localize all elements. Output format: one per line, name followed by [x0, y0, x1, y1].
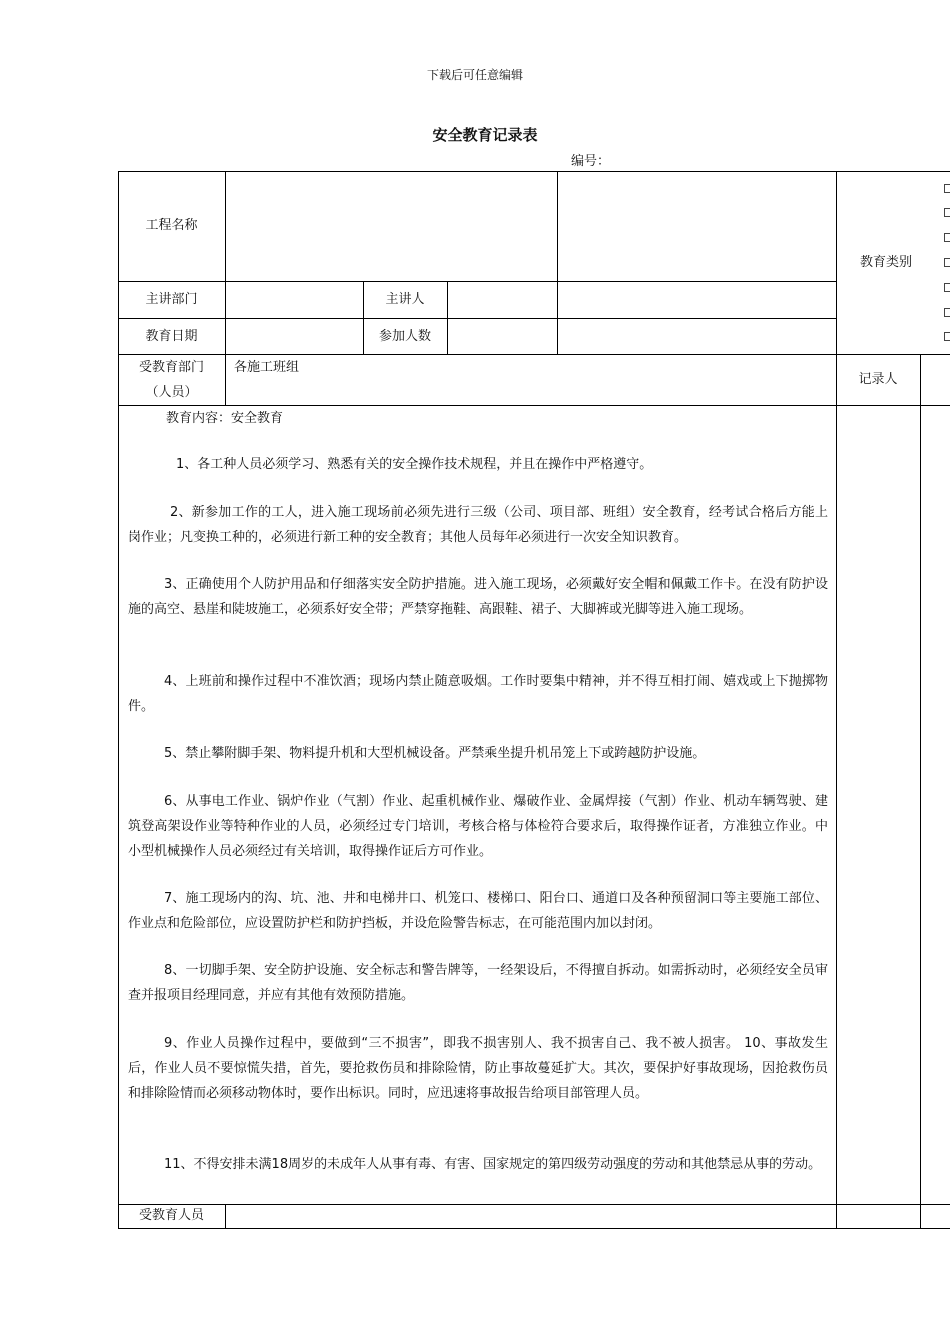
- content-item-2: 2、新参加工作的工人，进入施工现场前必须先进行三级（公司、项目部、班组）安全教育，经考试合格后方能上岗作业；凡变换工种的，必须进行新工种的安全教育；其他人员每年必须进行一次安全知识教育。: [128, 505, 828, 545]
- label-recorder: 记录人: [858, 372, 898, 387]
- label-project-name: 工程名称: [145, 218, 198, 233]
- table-border-bottom: [118, 1228, 950, 1229]
- category-checkbox[interactable]: [944, 308, 950, 317]
- content-item-7: 7、施工现场内的沟、坑、池、井和电梯井口、机笼口、楼梯口、阳台口、通道口及各种预留洞口等主要施工部位、作业点和危险部位，应设置防护栏和防护挡板，并设危险警告标志，在可能范围内加以封闭。: [128, 891, 828, 931]
- table-line: [557, 171, 558, 354]
- category-checkbox[interactable]: [944, 258, 950, 267]
- label-participants: 参加人数: [378, 329, 431, 344]
- number-label: 编号：: [571, 154, 611, 169]
- table-line: [447, 281, 448, 354]
- table-line: [118, 354, 950, 355]
- content-item-9: 9、作业人员操作过程中，要做到“三不损害”，即我不损害别人、我不损害自己、我不被人损害。 10、事故发生后，作业人员不要惊慌失措，首先，要抢救伤员和排除险情，防止事故蔓延扩大。其次，要保护好事故现场，因抢救伤员和排除险情而必须移动物体时，要作出标识。同时，应迅速将事故报告给项目部管理人员。: [128, 1036, 828, 1101]
- content-item-11: 11、不得安排未满18周岁的未成年人从事有毒、有害、国家规定的第四级劳动强度的劳动和其他禁忌从事的劳动。: [164, 1157, 822, 1172]
- category-checkbox[interactable]: [944, 184, 950, 193]
- table-line: [836, 171, 837, 1229]
- label-lecturer: 主讲人: [385, 292, 425, 307]
- category-checkbox[interactable]: [944, 283, 950, 292]
- table-line: [118, 1204, 950, 1205]
- label-edu-date: 教育日期: [145, 329, 198, 344]
- table-line: [225, 171, 226, 405]
- content-item-8: 8、一切脚手架、安全防护设施、安全标志和警告牌等，一经架设后，不得擅自拆动。如需拆动时，必须经安全员审查并报项目经理同意，并应有其他有效预防措施。: [128, 963, 828, 1003]
- table-line: [118, 405, 950, 406]
- label-educated-dept-sub: （人员）: [145, 385, 198, 400]
- table-line: [225, 1204, 226, 1228]
- content-item-4: 4、上班前和操作过程中不准饮酒；现场内禁止随意吸烟。工作时要集中精神，并不得互相打闹、嬉戏或上下抛掷物件。: [128, 674, 828, 714]
- educated-dept-value: 各施工班组: [234, 360, 300, 375]
- label-edu-category: 教育类别: [859, 255, 912, 270]
- label-lecture-dept: 主讲部门: [145, 292, 198, 307]
- content-item-5: 5、禁止攀附脚手架、物料提升机和大型机械设备。严禁乘坐提升机吊笼上下或跨越防护设施。: [164, 746, 706, 761]
- label-educated-people: 受教育人员: [138, 1208, 204, 1223]
- table-border-top: [118, 171, 950, 172]
- content-item-6: 6、从事电工作业、锅炉作业（气割）作业、起重机械作业、爆破作业、金属焊接（气割）作业、机动车辆驾驶、建筑登高架设作业等特种作业的人员，必须经过专门培训，考核合格与体检符合要求后，取得操作证者，方准独立作业。中小型机械操作人员必须经过有关培训，取得操作证后方可作业。: [128, 794, 828, 859]
- page-title: 安全教育记录表: [432, 126, 538, 144]
- content-item-1: 1、各工种人员必须学习、熟悉有关的安全操作技术规程，并且在操作中严格遵守。: [176, 457, 653, 472]
- label-educated-dept: 受教育部门: [138, 360, 204, 375]
- category-checkbox[interactable]: [944, 208, 950, 217]
- content-heading: 教育内容：安全教育: [166, 411, 284, 426]
- content-item-3: 3、正确使用个人防护用品和仔细落实安全防护措施。进入施工现场，必须戴好安全帽和佩戴工作卡。在没有防护设施的高空、悬崖和陡坡施工，必须系好安全带；严禁穿拖鞋、高跟鞋、裙子、大脚裤或光脚等进入施工现场。: [128, 577, 828, 617]
- category-checkbox[interactable]: [944, 332, 950, 341]
- table-line: [920, 354, 921, 1229]
- header-note: 下载后可任意编辑: [426, 68, 523, 82]
- category-checkbox[interactable]: [944, 233, 950, 242]
